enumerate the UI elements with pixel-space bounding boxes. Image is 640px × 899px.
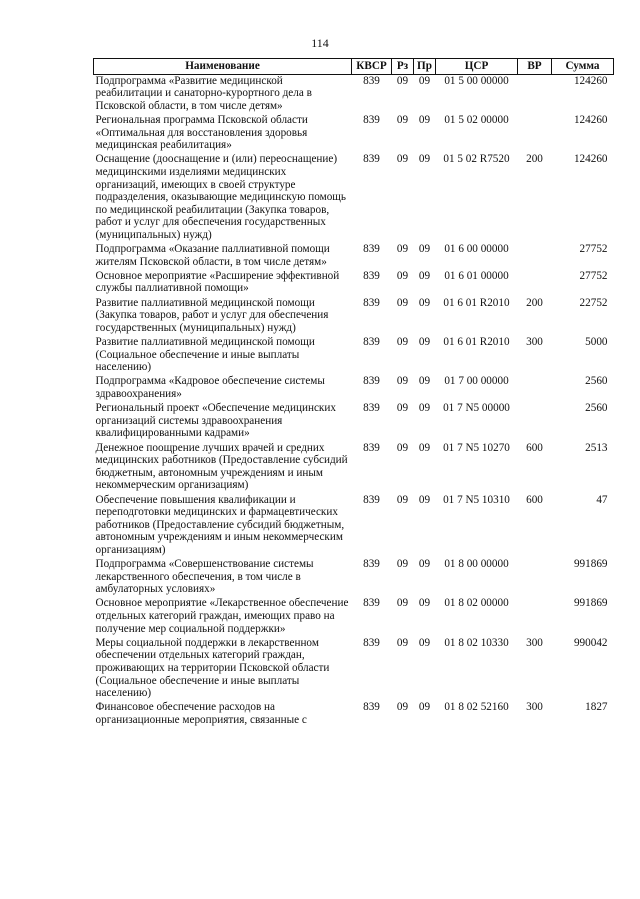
row-name: Подпрограмма «Кадровое обеспечение системы здравоохранения» [95,375,325,400]
row-kvsr: 839 [363,558,380,571]
row-kvsr: 839 [363,153,380,166]
table-header-row [94,59,614,75]
table-row [94,297,614,336]
header-kvsr: КВСР [352,59,392,75]
row-pr: 09 [418,558,431,571]
row-kvsr: 839 [363,296,380,309]
row-pr: 09 [418,336,431,349]
row-rz: 09 [396,701,409,714]
row-sum: 2560 [585,402,608,415]
row-rz: 09 [396,402,409,415]
row-csr: 01 6 01 00000 [444,269,509,282]
row-sum: 991869 [573,597,608,610]
row-rz: 09 [396,269,409,282]
header-pr: Пр [414,59,436,75]
row-sum: 5000 [585,336,608,349]
row-kvsr: 839 [363,74,380,87]
row-pr: 09 [418,113,431,126]
row-name: Подпрограмма «Оказание паллиативной помощи жителям Псковской области, в том числе детям» [95,243,330,268]
row-name: Оснащение (дооснащение и (или) переоснащение) медицинскими изделиями медицинских организаций, имеющих в своей структуре подразделения, оказывающие медицинскую помощь по медицинской реабилитации (Закупка товаров, работ и услуг для обеспечения государственных (муниципальных) нужд) [95,153,347,241]
row-vr [518,375,552,402]
row-pr: 09 [418,701,431,714]
row-name: Денежное поощрение лучших врачей и средних медицинских работников (Предоставление субсидий бюджетным, автономным учреждениям и иным некоммерческим организациям) [95,441,348,492]
row-vr [518,402,552,441]
row-csr: 01 7 N5 10270 [443,441,510,454]
row-sum: 47 [596,493,608,506]
row-name: Основное мероприятие «Расширение эффективной службы паллиативной помощи» [95,269,340,295]
row-sum: 991869 [573,558,608,571]
row-csr: 01 5 02 00000 [444,113,509,126]
row-sum: 124260 [573,113,608,126]
table-row [94,270,614,297]
table-row [94,336,614,375]
row-pr: 09 [418,402,431,415]
table-row [94,558,614,597]
row-pr: 09 [418,375,431,388]
row-vr: 600 [526,493,543,506]
row-pr: 09 [418,636,431,649]
table-row [94,597,614,636]
row-vr [518,243,552,270]
row-sum: 22752 [579,296,608,309]
row-kvsr: 839 [363,243,380,256]
row-kvsr: 839 [363,701,380,714]
row-vr: 600 [526,441,543,454]
row-pr: 09 [418,269,431,282]
row-kvsr: 839 [363,336,380,349]
row-sum: 124260 [573,74,608,87]
row-csr: 01 8 02 10330 [444,636,509,649]
table-row [94,74,614,114]
row-csr: 01 8 00 00000 [444,558,509,571]
header-vr: ВР [518,59,552,75]
header-sum: Сумма [552,59,614,75]
row-pr: 09 [418,441,431,454]
row-vr [518,74,552,114]
header-name: Наименование [94,59,352,75]
row-kvsr: 839 [363,269,380,282]
row-vr [518,597,552,636]
table-row [94,637,614,702]
row-vr [518,270,552,297]
row-pr: 09 [418,74,431,87]
row-name: Меры социальной поддержки в лекарственном обеспечении отдельных категорий граждан, проживающих на территории Псковской области (Социальное обеспечение и иные выплаты населению) [95,636,330,700]
row-vr: 300 [526,636,543,649]
row-name: Финансовое обеспечение расходов на организационные мероприятия, связанные с [95,701,307,726]
row-csr: 01 6 01 R2010 [443,336,510,349]
row-vr: 300 [526,701,543,714]
row-name: Обеспечение повышения квалификации и переподготовки медицинских и фармацевтических работников (Предоставление субсидий бюджетным, автономным учреждениям и иным некоммерческим организациям) [95,493,345,556]
row-kvsr: 839 [363,402,380,415]
row-sum: 124260 [573,153,608,166]
row-sum: 27752 [579,243,608,256]
row-name: Подпрограмма «Совершенствование системы лекарственного обеспечения, в том числе в амбулаторных условиях» [95,558,314,596]
row-sum: 1827 [585,701,608,714]
table-row [94,114,614,153]
row-vr [518,558,552,597]
row-pr: 09 [418,296,431,309]
row-name: Основное мероприятие «Лекарственное обеспечение отдельных категорий граждан, имеющих право на получение мер социальной поддержки» [95,597,349,635]
row-rz: 09 [396,74,409,87]
row-sum: 990042 [573,636,608,649]
row-pr: 09 [418,153,431,166]
row-kvsr: 839 [363,493,380,506]
row-rz: 09 [396,597,409,610]
table-row [94,375,614,402]
row-csr: 01 6 00 00000 [444,243,509,256]
header-csr: ЦСР [436,59,518,75]
row-kvsr: 839 [363,597,380,610]
row-csr: 01 7 N5 10310 [443,493,510,506]
row-name: Региональный проект «Обеспечение медицинских организаций системы здравоохранения квалифицированными кадрами» [95,402,336,440]
row-name: Подпрограмма «Развитие медицинской реабилитации и санаторно-курортного дела в Псковской области, в том числе детям» [95,74,312,112]
row-rz: 09 [396,243,409,256]
row-rz: 09 [396,558,409,571]
row-rz: 09 [396,336,409,349]
row-csr: 01 7 N5 00000 [443,402,510,415]
row-csr: 01 5 00 00000 [444,74,509,87]
table-row [94,402,614,441]
row-vr: 200 [526,153,543,166]
page-number: 114 [311,36,329,50]
row-kvsr: 839 [363,375,380,388]
table-row [94,494,614,559]
header-rz: Рз [392,59,414,75]
table-row [94,701,614,728]
row-pr: 09 [418,597,431,610]
row-name: Развитие паллиативной медицинской помощи (Закупка товаров, работ и услуг для обеспечения государственных (муниципальных) нужд) [95,296,329,334]
table-row [94,243,614,270]
budget-table [93,58,614,728]
row-rz: 09 [396,375,409,388]
row-csr: 01 5 02 R7520 [443,153,510,166]
row-kvsr: 839 [363,441,380,454]
row-rz: 09 [396,636,409,649]
row-sum: 27752 [579,269,608,282]
row-sum: 2560 [585,375,608,388]
row-rz: 09 [396,153,409,166]
row-name: Региональная программа Псковской области «Оптимальная для восстановления здоровья медицинская реабилитация» [95,113,308,152]
row-csr: 01 8 02 00000 [444,597,509,610]
row-rz: 09 [396,441,409,454]
row-csr: 01 7 00 00000 [444,375,509,388]
row-rz: 09 [396,493,409,506]
row-sum: 2513 [585,441,608,454]
row-pr: 09 [418,243,431,256]
table-row [94,442,614,494]
table-row [94,153,614,243]
row-name: Развитие паллиативной медицинской помощи (Социальное обеспечение и иные выплаты населению) [95,336,315,374]
row-csr: 01 8 02 52160 [444,701,509,714]
row-vr: 200 [526,296,543,309]
row-kvsr: 839 [363,636,380,649]
row-csr: 01 6 01 R2010 [443,296,510,309]
row-vr [518,114,552,153]
row-kvsr: 839 [363,113,380,126]
row-vr: 300 [526,336,543,349]
row-rz: 09 [396,296,409,309]
row-rz: 09 [396,113,409,126]
row-pr: 09 [418,493,431,506]
